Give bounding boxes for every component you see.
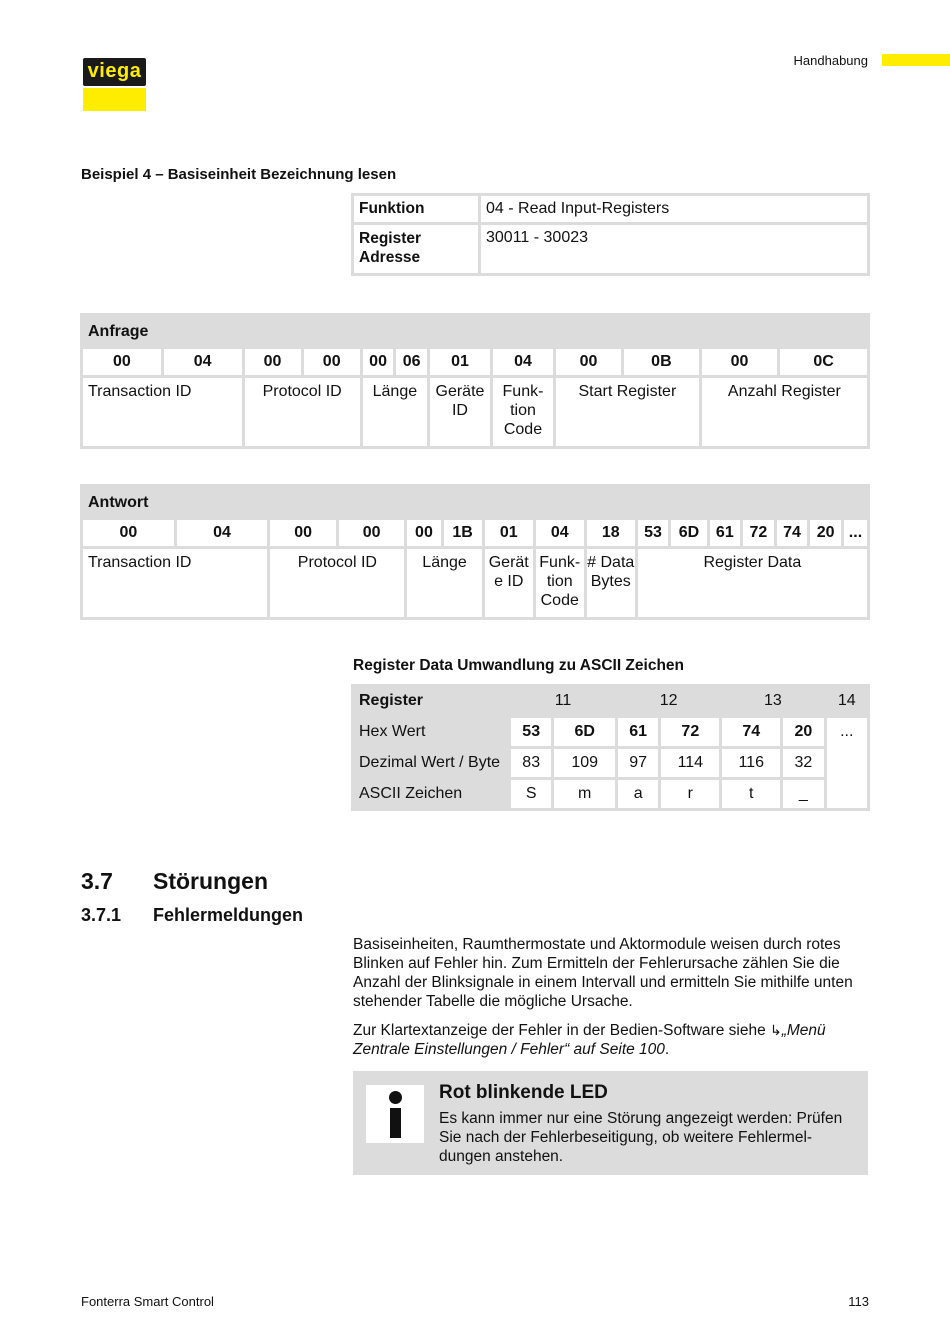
hex-value: 53 — [511, 718, 551, 746]
request-byte: 04 — [493, 349, 553, 375]
response-byte: 00 — [407, 520, 440, 546]
register-number: 11 — [554, 692, 572, 709]
footer-document-title: Fonterra Smart Control — [81, 1294, 214, 1309]
request-title: Anfrage — [88, 323, 149, 340]
response-byte: 53 — [638, 520, 669, 546]
info-icon — [366, 1085, 424, 1143]
info-box — [353, 1071, 868, 1175]
hex-value: 6D — [554, 718, 615, 746]
response-byte: 04 — [177, 520, 268, 546]
response-byte: 18 — [587, 520, 635, 546]
request-byte: 0C — [780, 349, 867, 375]
request-field-label: Funk-tion Code — [493, 378, 553, 446]
response-byte: 00 — [339, 520, 405, 546]
hex-row-label: Hex Wert — [359, 723, 426, 740]
body-paragraph: Basiseinheiten, Raumthermostate und Aktormodule weisen durch rotes Blinken auf Fehler hin. Zum Ermitteln der Fehlerursache zählen Sie die Anzahl der Blinksignale in einem Intervall und ermitteln Sie mithilfe unten stehender Tabelle die mögliche Ursache. — [353, 936, 853, 1010]
example-title: Beispiel 4 – Basiseinheit Bezeichnung lesen — [81, 166, 397, 183]
info-text: Es kann immer nur eine Störung angezeigt werden: Prüfen Sie nach der Fehlerbeseitigung, ob weitere Fehlermel-dungen anstehen. — [439, 1110, 843, 1165]
decimal-value: 97 — [618, 749, 658, 777]
response-byte: 01 — [485, 520, 533, 546]
subsection-number: 3.7.1 — [81, 905, 122, 925]
request-field-label: Protocol ID — [245, 378, 360, 446]
function-value: 04 - Read Input-Registers — [481, 196, 867, 222]
response-field-label: Länge — [407, 549, 481, 617]
decimal-value: 114 — [661, 749, 719, 777]
response-byte: 00 — [270, 520, 335, 546]
request-byte: 00 — [83, 349, 161, 375]
request-field-label: Anzahl Register — [702, 378, 867, 446]
request-byte: 00 — [245, 349, 301, 375]
logo-yellow-block — [83, 88, 146, 111]
response-field-label: # Data Bytes — [587, 549, 635, 617]
register-number: 14 — [837, 692, 856, 709]
decimal-row-label: Dezimal Wert / Byte — [359, 754, 501, 771]
ascii-char: a — [618, 780, 658, 808]
section-title: Störungen — [153, 868, 268, 894]
function-label: Funktion — [354, 196, 478, 222]
response-byte: 74 — [777, 520, 808, 546]
header-accent-bar — [882, 54, 950, 66]
reference-intro: Zur Klartextanzeige der Fehler in der Bedien-Software siehe — [353, 1022, 770, 1039]
hex-value: 72 — [661, 718, 719, 746]
response-byte: 72 — [743, 520, 774, 546]
decimal-value: 116 — [722, 749, 780, 777]
ascii-char: t — [722, 780, 780, 808]
response-byte: 20 — [810, 520, 841, 546]
register-number: 12 — [659, 692, 678, 709]
ascii-row-label: ASCII Zeichen — [359, 785, 463, 802]
logo-text: viega — [87, 60, 142, 82]
subsection-title: Fehlermeldungen — [153, 905, 304, 925]
register-column-header: Register — [359, 692, 424, 709]
request-byte: 01 — [430, 349, 490, 375]
hex-value: 20 — [783, 718, 823, 746]
register-number: 13 — [764, 692, 782, 709]
info-title: Rot blinkende LED — [439, 1082, 608, 1103]
ascii-char: S — [511, 780, 551, 808]
response-field-label: Protocol ID — [270, 549, 404, 617]
response-title: Antwort — [88, 494, 149, 511]
response-byte: ... — [844, 520, 867, 546]
section-number: 3.7 — [81, 868, 113, 894]
register-address-value: 30011 - 30023 — [481, 225, 867, 273]
ascii-table-title: Register Data Umwandlung zu ASCII Zeichen — [353, 657, 685, 674]
decimal-value: 32 — [783, 749, 823, 777]
response-field-label: Transaction ID — [83, 549, 267, 617]
footer-page-number: 113 — [848, 1294, 869, 1309]
header-section-label: Handhabung — [793, 53, 868, 68]
decimal-value: 83 — [511, 749, 551, 777]
response-field-label: Register Data — [638, 549, 867, 617]
decimal-value: 109 — [554, 749, 615, 777]
more-values: ... — [827, 718, 867, 808]
request-table — [80, 313, 870, 449]
response-field-label: Gerät e ID — [485, 549, 533, 617]
hex-value: 61 — [618, 718, 658, 746]
response-byte: 00 — [83, 520, 174, 546]
request-byte: 06 — [396, 349, 427, 375]
link-arrow-icon: ↳ — [770, 1022, 782, 1038]
ascii-char: m — [554, 780, 615, 808]
response-byte: 1B — [444, 520, 482, 546]
response-byte: 61 — [710, 520, 741, 546]
response-byte: 04 — [536, 520, 584, 546]
request-field-label: Länge — [363, 378, 427, 446]
request-byte: 04 — [164, 349, 242, 375]
request-byte: 00 — [556, 349, 621, 375]
body-paragraph-reference — [353, 1021, 871, 1059]
request-byte: 00 — [702, 349, 777, 375]
register-address-label: Register Adresse — [354, 225, 478, 273]
viega-logo — [83, 58, 146, 86]
request-field-label: Transaction ID — [83, 378, 242, 446]
request-byte: 00 — [363, 349, 394, 375]
page-reference-link[interactable]: „Menü Zentrale Einstellungen / Fehler“ auf Seite 100 — [353, 1022, 826, 1058]
request-field-label: Geräte ID — [430, 378, 490, 446]
reference-end: . — [664, 1041, 670, 1058]
ascii-char: r — [661, 780, 719, 808]
request-byte: 0B — [624, 349, 699, 375]
request-byte: 00 — [304, 349, 360, 375]
ascii-char: _ — [783, 780, 823, 808]
function-table — [351, 193, 870, 276]
response-byte: 6D — [671, 520, 706, 546]
hex-value: 74 — [722, 718, 780, 746]
request-field-label: Start Register — [556, 378, 699, 446]
response-table — [80, 484, 870, 620]
ascii-table — [351, 684, 870, 811]
response-field-label: Funk-tion Code — [536, 549, 584, 617]
